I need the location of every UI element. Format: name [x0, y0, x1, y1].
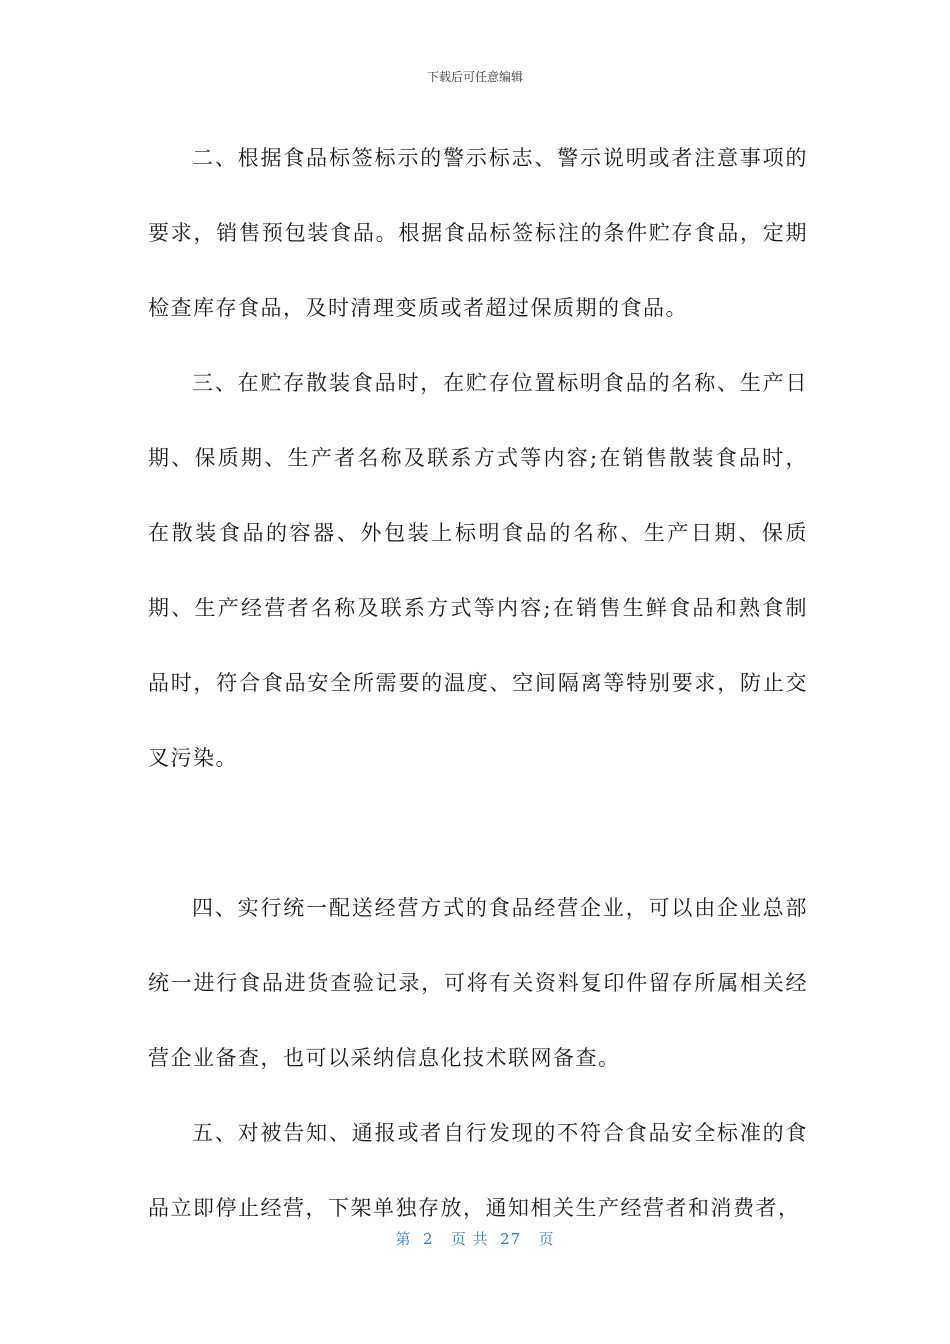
paragraph-4: 四、实行统一配送经营方式的食品经营企业，可以由企业总部统一进行食品进货查验记录，可将有关资料复印件留存所属相关经营企业备查，也可以采纳信息化技术联网备查。: [148, 896, 808, 1070]
page-number: 第 2 页 共 27 页: [395, 1230, 555, 1248]
paragraph-5: 五、对被告知、通报或者自行发现的不符合食品安全标准的食品立即停止经营，下架单独存放，通知相关生产经营者和消费者，: [148, 1121, 808, 1220]
paragraph-2: 二、根据食品标签标示的警示标志、警示说明或者注意事项的要求，销售预包装食品。根据食品标签标注的条件贮存食品，定期检查库存食品，及时清理变质或者超过保质期的食品。: [148, 146, 808, 320]
document-body: [148, 121, 808, 1246]
paragraph-3: 三、在贮存散装食品时，在贮存位置标明食品的名称、生产日期、保质期、生产者名称及联系方式等内容;在销售散装食品时，在散装食品的容器、外包装上标明食品的名称、生产日期、保质期、生产经营者名称及联系方式等内容;在销售生鲜食品和熟食制品时，符合食品安全所需要的温度、空间隔离等特别要求，防止交叉污染。: [148, 371, 808, 770]
paragraph-spacer: [148, 796, 808, 871]
header-note: 下载后可任意编辑: [426, 70, 523, 84]
